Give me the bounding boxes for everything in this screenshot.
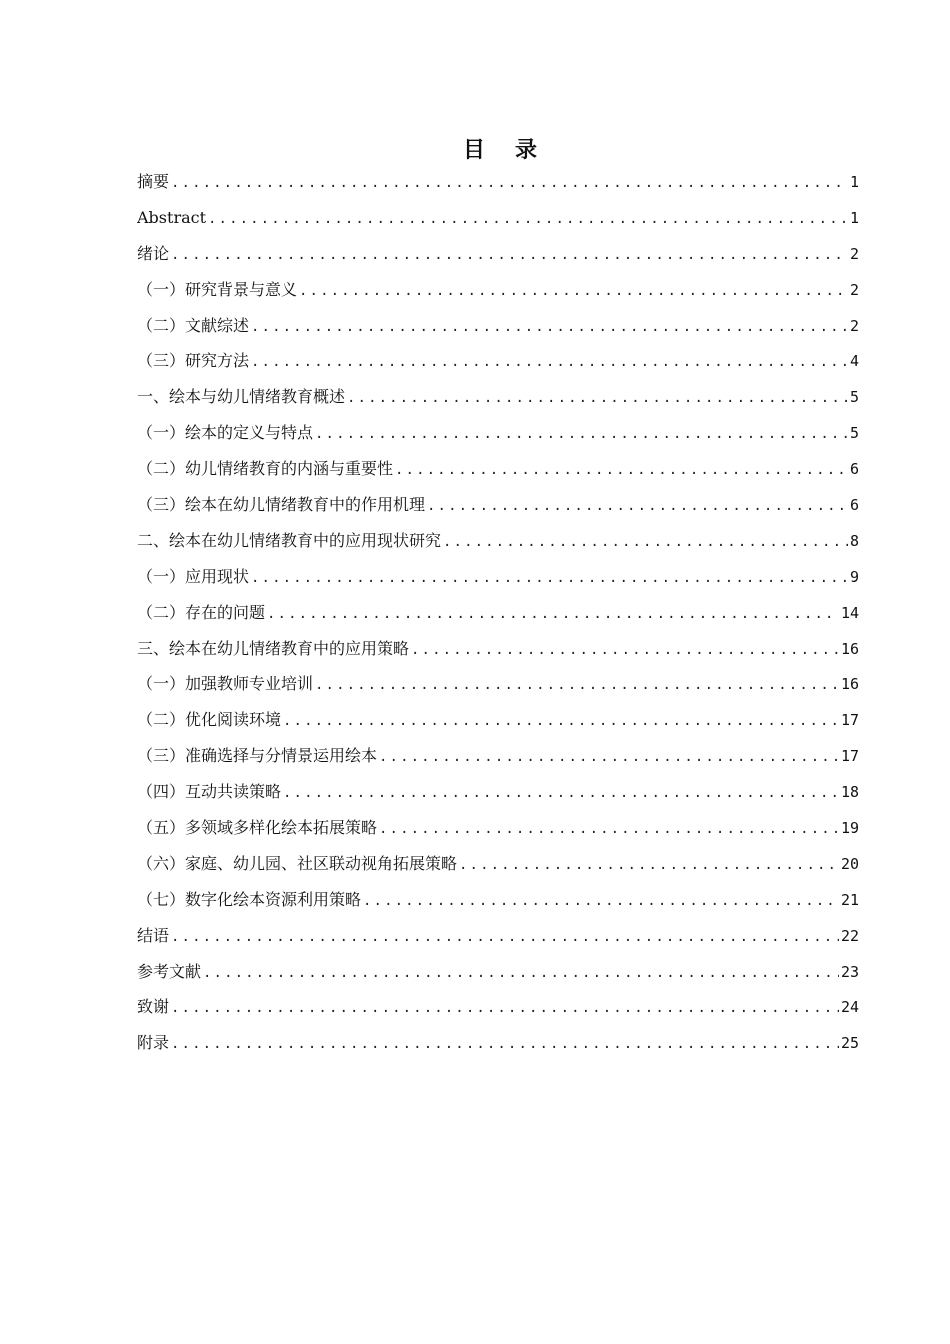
toc-entry-page: 23 bbox=[840, 962, 859, 981]
toc-entry-label: （三）绘本在幼儿情绪教育中的作用机理 bbox=[137, 495, 426, 515]
toc-entry-label: 摘要 bbox=[137, 172, 170, 191]
toc-entry-label: （二）存在的问题 bbox=[137, 602, 266, 622]
dot-leader bbox=[315, 668, 839, 702]
dot-leader bbox=[251, 310, 848, 344]
toc-entry-page: 14 bbox=[840, 603, 859, 622]
toc-entry-page: 1 bbox=[849, 208, 859, 227]
toc-entry-label: （三）研究方法 bbox=[137, 351, 250, 371]
toc-entry-page: 16 bbox=[840, 639, 859, 658]
dot-leader bbox=[427, 489, 848, 523]
dot-leader bbox=[363, 884, 839, 918]
toc-entry-page: 24 bbox=[840, 998, 859, 1017]
toc-entry-page: 2 bbox=[849, 316, 859, 335]
toc-entry[interactable] bbox=[137, 451, 859, 487]
toc-entry-page: 5 bbox=[849, 424, 859, 443]
toc-entry[interactable] bbox=[137, 989, 859, 1025]
toc-entry[interactable] bbox=[137, 846, 859, 882]
dot-leader bbox=[315, 417, 848, 451]
toc-entry-label: （一）绘本的定义与特点 bbox=[137, 423, 314, 443]
toc-entry-page: 21 bbox=[840, 890, 859, 909]
toc-entry[interactable] bbox=[137, 918, 859, 954]
toc-entry-page: 2 bbox=[849, 244, 859, 263]
dot-leader bbox=[251, 561, 848, 595]
toc-entry[interactable] bbox=[137, 559, 859, 595]
page-title bbox=[0, 132, 950, 168]
page-title-char-2: 录 bbox=[515, 137, 538, 163]
toc-entry[interactable] bbox=[137, 738, 859, 774]
toc-entry-label: （一）研究背景与意义 bbox=[137, 279, 298, 299]
toc-entry[interactable] bbox=[137, 343, 859, 379]
toc-entry-label: （五）多领域多样化绘本拓展策略 bbox=[137, 818, 378, 838]
toc-entry-page: 25 bbox=[840, 1034, 859, 1053]
toc-entry[interactable] bbox=[137, 308, 859, 344]
toc-entry[interactable] bbox=[137, 272, 859, 308]
toc-entry-page: 20 bbox=[840, 854, 859, 873]
toc-entry[interactable] bbox=[137, 631, 859, 667]
toc-entry-page: 2 bbox=[849, 280, 859, 299]
toc-entry-page: 8 bbox=[849, 531, 859, 550]
toc-entry[interactable] bbox=[137, 164, 859, 200]
dot-leader bbox=[443, 525, 848, 559]
dot-leader bbox=[411, 633, 839, 667]
toc-entry-label: 附录 bbox=[137, 1033, 170, 1053]
toc-entry[interactable] bbox=[137, 666, 859, 702]
toc-entry-label: Abstract bbox=[137, 207, 207, 227]
dot-leader bbox=[459, 848, 839, 882]
table-of-contents bbox=[137, 164, 859, 1061]
dot-leader bbox=[347, 381, 848, 415]
toc-entry-page: 1 bbox=[849, 173, 859, 191]
dot-leader bbox=[208, 202, 848, 236]
dot-leader bbox=[395, 453, 848, 487]
toc-entry-label: 参考文献 bbox=[137, 961, 202, 981]
dot-leader bbox=[171, 166, 848, 200]
toc-entry[interactable] bbox=[137, 487, 859, 523]
dot-leader bbox=[379, 812, 839, 846]
toc-entry[interactable] bbox=[137, 379, 859, 415]
toc-entry-label: （一）加强教师专业培训 bbox=[137, 674, 314, 694]
toc-entry[interactable] bbox=[137, 523, 859, 559]
toc-entry-label: 二、绘本在幼儿情绪教育中的应用现状研究 bbox=[137, 530, 442, 550]
toc-entry[interactable] bbox=[137, 882, 859, 918]
toc-entry-label: （七）数字化绘本资源利用策略 bbox=[137, 889, 362, 909]
toc-entry-label: （一）应用现状 bbox=[137, 566, 250, 586]
toc-entry-page: 18 bbox=[840, 783, 859, 802]
toc-entry-label: 绪论 bbox=[137, 243, 170, 263]
toc-entry[interactable] bbox=[137, 200, 859, 236]
toc-entry-label: 结语 bbox=[137, 925, 170, 945]
toc-entry-label: （三）准确选择与分情景运用绘本 bbox=[137, 746, 378, 766]
toc-entry-page: 5 bbox=[849, 388, 859, 407]
toc-entry[interactable] bbox=[137, 954, 859, 990]
dot-leader bbox=[171, 238, 848, 272]
dot-leader bbox=[251, 345, 848, 379]
toc-entry-label: 一、绘本与幼儿情绪教育概述 bbox=[137, 387, 346, 407]
toc-entry-page: 16 bbox=[840, 675, 859, 694]
toc-entry-page: 4 bbox=[849, 352, 859, 371]
toc-entry-label: （六）家庭、幼儿园、社区联动视角拓展策略 bbox=[137, 853, 458, 873]
toc-entry-page: 19 bbox=[840, 819, 859, 838]
toc-entry-page: 6 bbox=[849, 460, 859, 479]
toc-entry-label: （二）幼儿情绪教育的内涵与重要性 bbox=[137, 459, 394, 479]
toc-entry-label: 致谢 bbox=[137, 997, 170, 1017]
toc-entry[interactable] bbox=[137, 236, 859, 272]
dot-leader bbox=[267, 597, 839, 631]
toc-entry-page: 9 bbox=[849, 567, 859, 586]
toc-entry[interactable] bbox=[137, 595, 859, 631]
page-title-char-1: 目 bbox=[462, 137, 485, 163]
dot-leader bbox=[171, 991, 839, 1025]
toc-entry-page: 17 bbox=[840, 747, 859, 766]
dot-leader bbox=[299, 274, 848, 308]
toc-entry[interactable] bbox=[137, 774, 859, 810]
toc-entry[interactable] bbox=[137, 415, 859, 451]
dot-leader bbox=[283, 704, 839, 738]
toc-entry-label: （二）文献综述 bbox=[137, 315, 250, 335]
dot-leader bbox=[171, 920, 839, 954]
dot-leader bbox=[203, 956, 839, 990]
toc-entry-page: 17 bbox=[840, 711, 859, 730]
toc-entry[interactable] bbox=[137, 810, 859, 846]
toc-entry[interactable] bbox=[137, 702, 859, 738]
dot-leader bbox=[379, 740, 839, 774]
toc-entry-label: （四）互动共读策略 bbox=[137, 782, 282, 802]
toc-entry-label: 三、绘本在幼儿情绪教育中的应用策略 bbox=[137, 638, 410, 658]
toc-entry-label: （二）优化阅读环境 bbox=[137, 710, 282, 730]
dot-leader bbox=[171, 1027, 839, 1061]
dot-leader bbox=[283, 776, 839, 810]
toc-entry-page: 6 bbox=[849, 496, 859, 515]
toc-entry[interactable] bbox=[137, 1025, 859, 1061]
toc-entry-page: 22 bbox=[840, 926, 859, 945]
